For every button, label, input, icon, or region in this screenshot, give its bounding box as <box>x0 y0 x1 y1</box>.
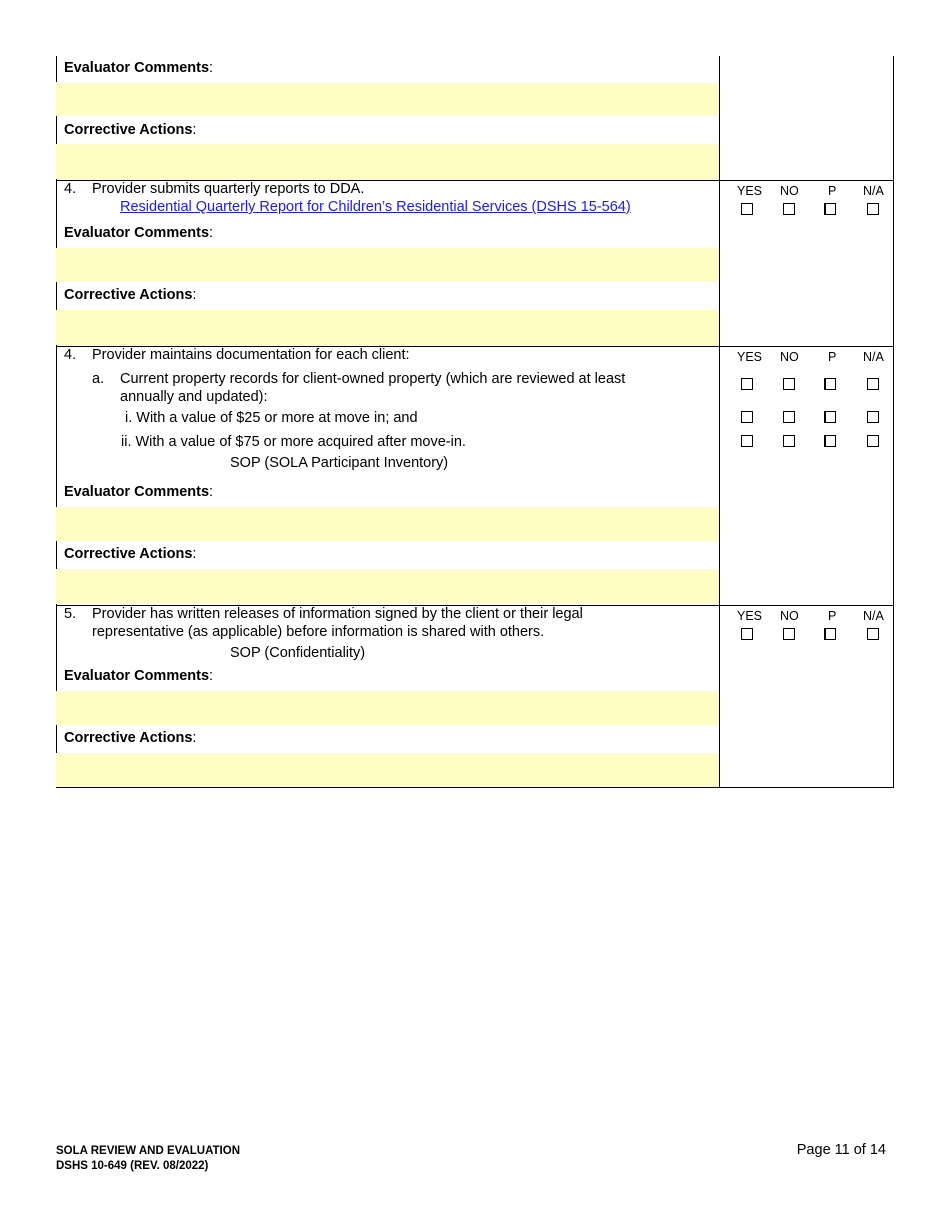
checkbox-no[interactable] <box>783 378 795 390</box>
checkbox-na[interactable] <box>867 203 879 215</box>
checkbox-no[interactable] <box>783 628 795 640</box>
answer-panel <box>719 180 893 346</box>
question-text: Provider maintains documentation for each client: <box>92 347 410 363</box>
checkbox-p[interactable] <box>824 378 836 390</box>
corrective-actions-field[interactable] <box>56 144 719 179</box>
checkbox-na[interactable] <box>867 628 879 640</box>
checkbox-p[interactable] <box>824 435 836 447</box>
form-title: SOLA REVIEW AND EVALUATION <box>56 1145 240 1157</box>
header-na: N/A <box>863 184 884 198</box>
question-text: Provider submits quarterly reports to DDA. <box>92 181 365 197</box>
header-na: N/A <box>863 609 884 623</box>
header-p: P <box>828 609 837 623</box>
checkbox-yes[interactable] <box>741 203 753 215</box>
question-client-documentation <box>56 346 894 605</box>
corrective-actions-label: Corrective Actions: <box>64 122 197 138</box>
question-text-line2: representative (as applicable) before information is shared with others. <box>92 624 545 640</box>
checkbox-p[interactable] <box>824 203 836 215</box>
checkbox-na[interactable] <box>867 435 879 447</box>
checkbox-yes[interactable] <box>741 628 753 640</box>
answer-panel <box>719 605 893 787</box>
checkbox-no[interactable] <box>783 435 795 447</box>
corrective-actions-label: Corrective Actions: <box>64 287 197 303</box>
answer-panel <box>719 346 893 605</box>
corrective-actions-field[interactable] <box>56 310 719 345</box>
header-no: NO <box>780 609 799 623</box>
evaluator-comments-label: Evaluator Comments: <box>64 225 214 241</box>
question-number: 5. <box>64 606 77 622</box>
sub-item-ii: ii. With a value of $75 or more acquired after move-in. <box>121 434 466 450</box>
header-p: P <box>828 350 837 364</box>
checkbox-na[interactable] <box>867 411 879 423</box>
question-number: 4. <box>64 181 77 197</box>
question-written-releases <box>56 605 894 788</box>
evaluator-comments-label: Evaluator Comments: <box>64 484 214 500</box>
evaluator-comments-field[interactable] <box>56 691 719 725</box>
sop-reference: SOP (SOLA Participant Inventory) <box>230 455 449 471</box>
corrective-actions-field[interactable] <box>56 569 719 604</box>
quarterly-report-link[interactable]: Residential Quarterly Report for Children’s Residential Services (DSHS 15-564) <box>120 199 631 215</box>
checkbox-no[interactable] <box>783 411 795 423</box>
evaluator-comments-field[interactable] <box>56 507 719 541</box>
section-continued <box>56 56 894 180</box>
sub-item-marker: a. <box>92 371 105 387</box>
checkbox-yes[interactable] <box>741 435 753 447</box>
sub-item-a-line2: annually and updated): <box>120 389 268 405</box>
corrective-actions-field[interactable] <box>56 753 719 787</box>
evaluator-comments-field[interactable] <box>56 248 719 282</box>
sub-item-a-line1: Current property records for client-owned property (which are reviewed at least <box>120 371 626 387</box>
sub-item-i: i. With a value of $25 or more at move in; and <box>125 410 418 426</box>
corrective-actions-label: Corrective Actions: <box>64 730 197 746</box>
question-quarterly-reports <box>56 180 894 346</box>
page-number: Page 11 of 14 <box>796 1142 886 1158</box>
header-p: P <box>828 184 837 198</box>
header-no: NO <box>780 350 799 364</box>
checkbox-p[interactable] <box>824 628 836 640</box>
form-number: DSHS 10-649 (REV. 08/2022) <box>56 1160 209 1172</box>
header-yes: YES <box>737 609 763 623</box>
header-no: NO <box>780 184 799 198</box>
evaluator-comments-field[interactable] <box>56 82 719 116</box>
checkbox-yes[interactable] <box>741 411 753 423</box>
header-yes: YES <box>737 184 763 198</box>
question-number: 4. <box>64 347 77 363</box>
sop-reference: SOP (Confidentiality) <box>230 645 366 661</box>
checkbox-p[interactable] <box>824 411 836 423</box>
question-text-line1: Provider has written releases of information signed by the client or their legal <box>92 606 583 622</box>
evaluator-comments-label: Evaluator Comments: <box>64 60 214 76</box>
checkbox-na[interactable] <box>867 378 879 390</box>
header-yes: YES <box>737 350 763 364</box>
checkbox-yes[interactable] <box>741 378 753 390</box>
evaluator-comments-label: Evaluator Comments: <box>64 668 214 684</box>
checkbox-no[interactable] <box>783 203 795 215</box>
header-na: N/A <box>863 350 884 364</box>
corrective-actions-label: Corrective Actions: <box>64 546 197 562</box>
